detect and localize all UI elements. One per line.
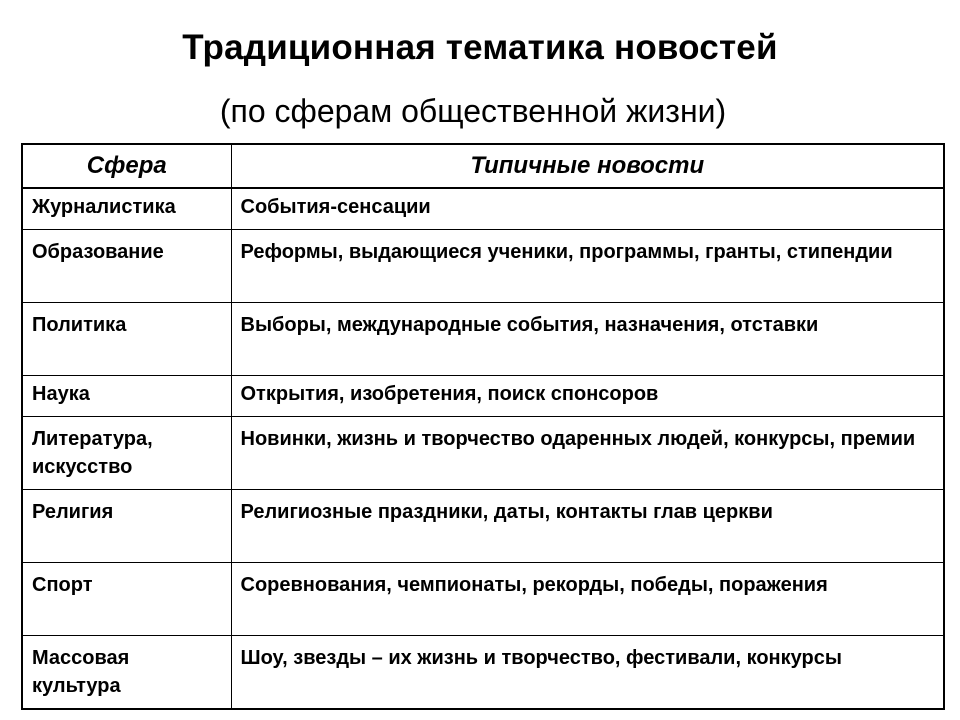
- page-subtitle: (по сферам общественной жизни): [219, 93, 727, 129]
- news-cell: Реформы, выдающиеся ученики, программы, гранты, стипендии: [231, 230, 944, 303]
- sphere-cell: Религия: [22, 490, 231, 563]
- table-row: [22, 188, 944, 230]
- table-row: [22, 417, 944, 490]
- news-cell: Религиозные праздники, даты, контакты глав церкви: [231, 490, 944, 563]
- news-cell: Соревнования, чемпионаты, рекорды, победы, поражения: [231, 563, 944, 636]
- table-header-row: [22, 144, 944, 188]
- sphere-cell: Образование: [22, 230, 231, 303]
- news-cell: События-сенсации: [231, 188, 944, 230]
- sphere-cell: Политика: [22, 303, 231, 376]
- sphere-cell: Наука: [22, 376, 231, 417]
- page-title: Традиционная тематика новостей: [182, 28, 778, 67]
- sphere-cell: Журналистика: [22, 188, 231, 230]
- news-cell: Открытия, изобретения, поиск спонсоров: [231, 376, 944, 417]
- sphere-cell: Литература, искусство: [22, 417, 231, 490]
- header-typical-news: Типичные новости: [231, 144, 944, 188]
- news-cell: Новинки, жизнь и творчество одаренных людей, конкурсы, премии: [231, 417, 944, 490]
- header-sphere: Сфера: [22, 144, 231, 188]
- table-row: [22, 563, 944, 636]
- sphere-cell: Массовая культура: [22, 636, 231, 710]
- table-row: [22, 230, 944, 303]
- table-row: [22, 636, 944, 710]
- news-cell: Выборы, международные события, назначения, отставки: [231, 303, 944, 376]
- table-row: [22, 490, 944, 563]
- sphere-cell: Спорт: [22, 563, 231, 636]
- news-cell: Шоу, звезды – их жизнь и творчество, фестивали, конкурсы: [231, 636, 944, 710]
- table-row: [22, 303, 944, 376]
- table-row: [22, 376, 944, 417]
- news-topics-table: [21, 143, 945, 710]
